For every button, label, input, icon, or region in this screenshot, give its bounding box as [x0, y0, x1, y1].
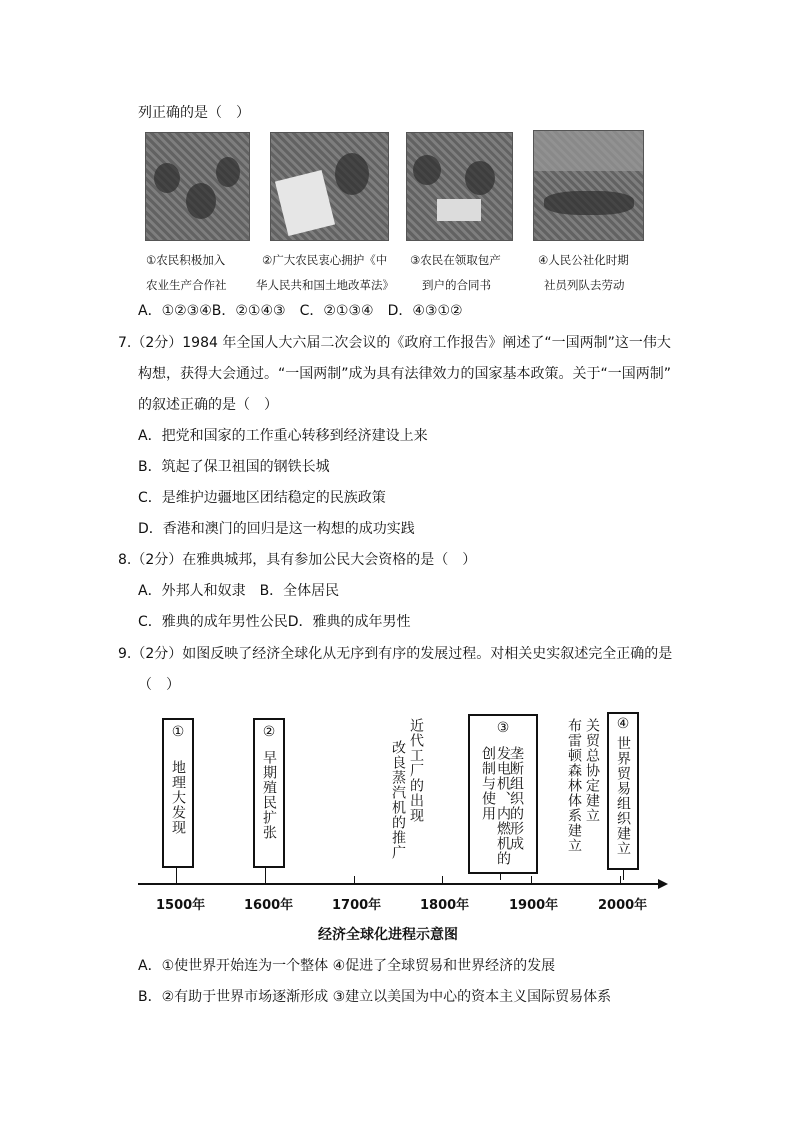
caption-1-line2: 农业生产合作社 [146, 278, 227, 292]
year-1900: 1900年 [509, 898, 559, 913]
box-1-number: ① [170, 724, 186, 741]
factory-text: 近代工厂的出现 [408, 718, 424, 823]
caption-3-line2: 到户的合同书 [422, 278, 491, 292]
q9-line2: （ ） [138, 677, 180, 693]
q7-option-c: C．是维护边疆地区团结稳定的民族政策 [138, 490, 386, 506]
photo-land-reform [270, 132, 389, 241]
q8-options-cd: C．雅典的成年男性公民D．雅典的成年男性 [138, 614, 411, 630]
photo-commune [533, 130, 644, 241]
caption-4-line1: ④人民公社化时期 [538, 253, 629, 267]
year-1800: 1800年 [420, 898, 470, 913]
caption-2-line2: 华人民共和国土地改革法》 [256, 278, 394, 292]
steam-engine-text: 改良蒸汽机的推广 [390, 740, 406, 860]
box-3-text-col2: 垄断组织的形成 [508, 746, 524, 851]
timeline-box-1 [162, 718, 194, 868]
q8-options-ab: A．外邦人和奴隶 B．全体居民 [138, 583, 340, 599]
caption-3-line1: ③农民在领取包产 [410, 253, 501, 267]
q7-line2: 构想，获得大会通过。“一国两制”成为具有法律效力的国家基本政策。关于“一国两制” [138, 366, 672, 382]
caption-1-line1: ①农民积极加入 [146, 253, 226, 267]
box-2-text: 早期殖民扩张 [261, 750, 277, 840]
q7-line3: 的叙述正确的是（ ） [138, 397, 278, 413]
box-3-number: ③ [495, 720, 511, 737]
caption-2-line1: ②广大农民衷心拥护《中 [262, 253, 388, 267]
box-3-text-col1: 发电机、内燃机的创制与使用 [480, 746, 511, 866]
box-4-number: ④ [615, 716, 631, 733]
q7-line1: 7.（2分）1984 年全国人大六届二次会议的《政府工作报告》阐述了“一国两制”这一伟大 [118, 335, 671, 351]
bretton-woods-text: 布雷顿森林体系建立 [566, 718, 582, 853]
timeline-box-4 [607, 712, 639, 870]
q7-option-d: D．香港和澳门的回归是这一构想的成功实践 [138, 521, 415, 537]
gatt-text: 关贸总协定建立 [584, 718, 600, 823]
timeline-axis [136, 878, 670, 890]
timeline-box-3 [468, 714, 538, 874]
timeline-title: 经济全球化进程示意图 [318, 927, 458, 943]
timeline-box-2 [253, 718, 285, 868]
year-2000: 2000年 [598, 898, 648, 913]
year-1600: 1600年 [244, 898, 294, 913]
box-2-number: ② [261, 724, 277, 741]
year-1500: 1500年 [156, 898, 206, 913]
q6-options: A．①②③④B．②①④③ C．②①③④ D．④③①② [138, 303, 463, 319]
q7-option-b: B．筑起了保卫祖国的钢铁长城 [138, 459, 330, 475]
q9-option-b: B．②有助于世界市场逐渐形成 ③建立以美国为中心的资本主义国际贸易体系 [138, 989, 612, 1005]
caption-4-line2: 社员列队去劳动 [544, 278, 625, 292]
q7-option-a: A．把党和国家的工作重心转移到经济建设上来 [138, 428, 428, 444]
q9-option-a: A．①使世界开始连为一个整体 ④促进了全球贸易和世界经济的发展 [138, 958, 556, 974]
year-1700: 1700年 [332, 898, 382, 913]
photo-contract [406, 132, 513, 241]
box-1-text: 地理大发现 [170, 760, 186, 835]
q8-line1: 8.（2分）在雅典城邦，具有参加公民大会资格的是（ ） [118, 552, 477, 568]
q9-line1: 9.（2分）如图反映了经济全球化从无序到有序的发展过程。对相关史实叙述完全正确的是 [118, 646, 673, 662]
photo-cooperative [145, 132, 250, 241]
q6-stem-end: 列正确的是（ ） [138, 105, 250, 121]
box-4-text: 世界贸易组织建立 [615, 736, 631, 856]
